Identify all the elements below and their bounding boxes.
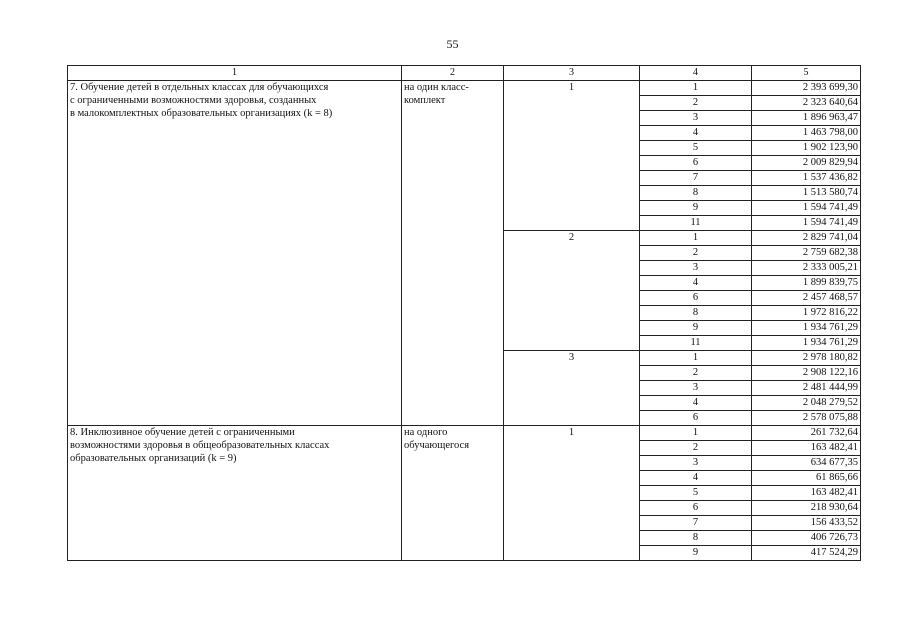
column-header: 3 (504, 66, 640, 81)
column-header: 2 (402, 66, 504, 81)
subgroup-code: 3 (504, 351, 640, 426)
page-number: 55 (446, 37, 459, 51)
row-number: 3 (640, 261, 752, 276)
subgroup-code: 2 (504, 231, 640, 351)
row-number: 5 (640, 486, 752, 501)
row-number: 11 (640, 216, 752, 231)
tariff-table (67, 65, 861, 561)
row-value: 1 463 798,00 (752, 126, 861, 141)
row-number: 7 (640, 171, 752, 186)
row-number: 3 (640, 456, 752, 471)
row-number: 2 (640, 96, 752, 111)
row-value: 2 323 640,64 (752, 96, 861, 111)
row-value: 163 482,41 (752, 486, 861, 501)
row-value: 1 934 761,29 (752, 336, 861, 351)
row-number: 11 (640, 336, 752, 351)
row-value: 61 865,66 (752, 471, 861, 486)
row-number: 1 (640, 426, 752, 441)
row-number: 6 (640, 411, 752, 426)
row-value: 1 537 436,82 (752, 171, 861, 186)
row-number: 3 (640, 381, 752, 396)
row-value: 2 578 075,88 (752, 411, 861, 426)
row-value: 1 896 963,47 (752, 111, 861, 126)
row-value: 2 908 122,16 (752, 366, 861, 381)
column-header: 4 (640, 66, 752, 81)
row-value: 1 594 741,49 (752, 201, 861, 216)
row-value: 634 677,35 (752, 456, 861, 471)
row-value: 261 732,64 (752, 426, 861, 441)
row-number: 5 (640, 141, 752, 156)
row-value: 2 759 682,38 (752, 246, 861, 261)
subgroup-code: 1 (504, 426, 640, 561)
row-number: 9 (640, 546, 752, 561)
row-value: 2 457 468,57 (752, 291, 861, 306)
row-number: 2 (640, 366, 752, 381)
row-value: 417 524,29 (752, 546, 861, 561)
row-number: 4 (640, 471, 752, 486)
row-value: 2 393 699,30 (752, 81, 861, 96)
row-number: 8 (640, 531, 752, 546)
service-description (68, 426, 402, 561)
header-row (68, 66, 861, 81)
row-value: 2 333 005,21 (752, 261, 861, 276)
row-number: 4 (640, 126, 752, 141)
row-number: 2 (640, 441, 752, 456)
unit-cell (402, 81, 504, 426)
row-value: 2 978 180,82 (752, 351, 861, 366)
description-text: 8. Инклюзивное обучение детей с ограниченными возможностями здоровья в общеобразовательных классах образовательных организаций (k = 9) (70, 427, 330, 464)
description-text: 7. Обучение детей в отдельных классах для обучающихся с ограниченными возможностями здоровья, созданных в малокомплектных образовательных организациях (k = 8) (70, 82, 333, 119)
row-number: 6 (640, 501, 752, 516)
row-value: 1 902 123,90 (752, 141, 861, 156)
row-value: 2 048 279,52 (752, 396, 861, 411)
row-number: 6 (640, 156, 752, 171)
row-number: 7 (640, 516, 752, 531)
row-number: 8 (640, 306, 752, 321)
unit-text: на один класс- комплект (404, 82, 469, 106)
row-value: 163 482,41 (752, 441, 861, 456)
row-value: 1 972 816,22 (752, 306, 861, 321)
row-number: 6 (640, 291, 752, 306)
row-value: 1 899 839,75 (752, 276, 861, 291)
unit-cell (402, 426, 504, 561)
row-value: 2 829 741,04 (752, 231, 861, 246)
row-number: 3 (640, 111, 752, 126)
row-value: 1 513 580,74 (752, 186, 861, 201)
row-number: 4 (640, 276, 752, 291)
row-number: 9 (640, 201, 752, 216)
row-value: 1 934 761,29 (752, 321, 861, 336)
row-number: 2 (640, 246, 752, 261)
row-number: 1 (640, 351, 752, 366)
row-number: 4 (640, 396, 752, 411)
row-number: 1 (640, 231, 752, 246)
table-row (68, 81, 861, 96)
row-number: 1 (640, 81, 752, 96)
service-description (68, 81, 402, 426)
row-value: 1 594 741,49 (752, 216, 861, 231)
column-header: 1 (68, 66, 402, 81)
table-row (68, 426, 861, 441)
subgroup-code: 1 (504, 81, 640, 231)
unit-text: на одного обучающегося (404, 427, 470, 451)
column-header: 5 (752, 66, 861, 81)
row-number: 9 (640, 321, 752, 336)
row-value: 156 433,52 (752, 516, 861, 531)
row-value: 2 009 829,94 (752, 156, 861, 171)
row-value: 2 481 444,99 (752, 381, 861, 396)
row-number: 8 (640, 186, 752, 201)
row-value: 218 930,64 (752, 501, 861, 516)
row-value: 406 726,73 (752, 531, 861, 546)
